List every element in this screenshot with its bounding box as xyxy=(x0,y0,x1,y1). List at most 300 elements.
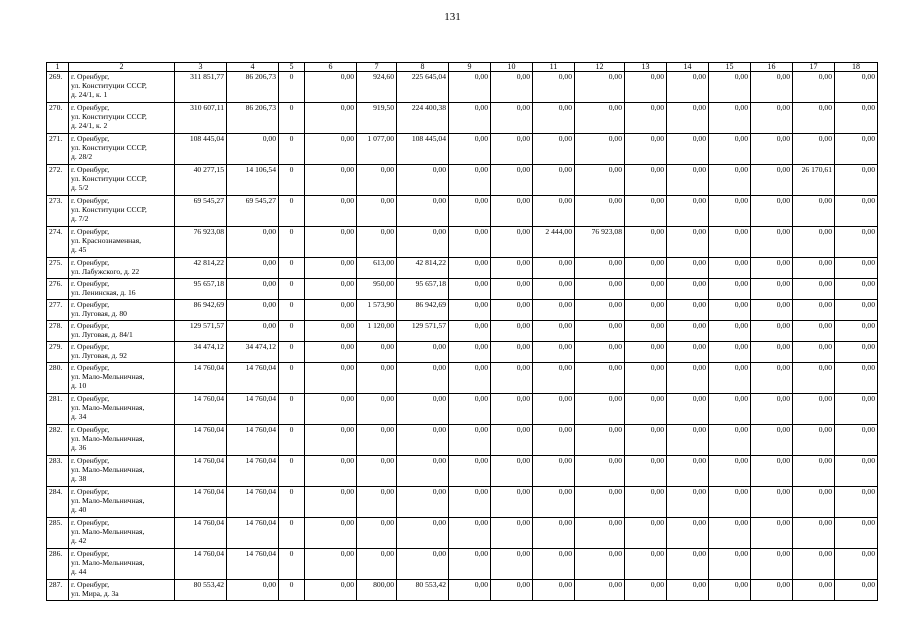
row-number: 277. xyxy=(47,300,69,321)
address-line: г. Оренбург, xyxy=(71,363,110,372)
value-cell-col-15: 0,00 xyxy=(709,518,751,549)
value-cell-col-3: 108 445,04 xyxy=(175,134,227,165)
value-cell-col-11: 0,00 xyxy=(533,165,575,196)
value-cell-col-4: 14 760,04 xyxy=(227,518,279,549)
value-cell-col-8: 0,00 xyxy=(397,363,449,394)
value-cell-col-11: 0,00 xyxy=(533,342,575,363)
value-cell-col-10: 0,00 xyxy=(491,342,533,363)
value-cell-col-5: 0 xyxy=(279,394,305,425)
address-line: г. Оренбург, xyxy=(71,134,110,143)
value-cell-col-10: 0,00 xyxy=(491,549,533,580)
row-number: 286. xyxy=(47,549,69,580)
value-cell-col-11: 0,00 xyxy=(533,456,575,487)
address-cell xyxy=(69,258,175,279)
value-cell-col-14: 0,00 xyxy=(667,321,709,342)
value-cell-col-4: 69 545,27 xyxy=(227,196,279,227)
value-cell-col-8: 0,00 xyxy=(397,342,449,363)
value-cell-col-17: 0,00 xyxy=(793,134,835,165)
value-cell-col-7: 0,00 xyxy=(357,165,397,196)
value-cell-col-14: 0,00 xyxy=(667,456,709,487)
value-cell-col-9: 0,00 xyxy=(449,394,491,425)
value-cell-col-10: 0,00 xyxy=(491,363,533,394)
row-number: 285. xyxy=(47,518,69,549)
value-cell-col-5: 0 xyxy=(279,72,305,103)
value-cell-col-16: 0,00 xyxy=(751,279,793,300)
value-cell-col-10: 0,00 xyxy=(491,394,533,425)
value-cell-col-15: 0,00 xyxy=(709,300,751,321)
value-cell-col-10: 0,00 xyxy=(491,580,533,601)
table-row xyxy=(47,134,878,165)
value-cell-col-17: 0,00 xyxy=(793,72,835,103)
value-cell-col-3: 14 760,04 xyxy=(175,487,227,518)
value-cell-col-13: 0,00 xyxy=(625,300,667,321)
address-line: ул. Конституции СССР, xyxy=(71,205,147,214)
row-number: 270. xyxy=(47,103,69,134)
value-cell-col-6: 0,00 xyxy=(305,103,357,134)
table-row xyxy=(47,342,878,363)
address-cell xyxy=(69,321,175,342)
value-cell-col-12: 0,00 xyxy=(575,487,625,518)
address-line: ул. Конституции СССР, xyxy=(71,112,147,121)
value-cell-col-12: 0,00 xyxy=(575,103,625,134)
value-cell-col-9: 0,00 xyxy=(449,227,491,258)
column-number-cell: 1 xyxy=(47,63,69,72)
value-cell-col-8: 0,00 xyxy=(397,549,449,580)
value-cell-col-10: 0,00 xyxy=(491,258,533,279)
value-cell-col-4: 0,00 xyxy=(227,300,279,321)
value-cell-col-9: 0,00 xyxy=(449,196,491,227)
value-cell-col-6: 0,00 xyxy=(305,363,357,394)
value-cell-col-6: 0,00 xyxy=(305,394,357,425)
address-line: г. Оренбург, xyxy=(71,300,110,309)
value-cell-col-3: 14 760,04 xyxy=(175,394,227,425)
value-cell-col-15: 0,00 xyxy=(709,487,751,518)
value-cell-col-11: 0,00 xyxy=(533,363,575,394)
value-cell-col-11: 0,00 xyxy=(533,196,575,227)
value-cell-col-4: 14 760,04 xyxy=(227,363,279,394)
column-number-cell: 16 xyxy=(751,63,793,72)
value-cell-col-11: 0,00 xyxy=(533,394,575,425)
value-cell-col-13: 0,00 xyxy=(625,279,667,300)
value-cell-col-18: 0,00 xyxy=(835,363,878,394)
column-number-cell: 7 xyxy=(357,63,397,72)
row-number: 287. xyxy=(47,580,69,601)
value-cell-col-5: 0 xyxy=(279,165,305,196)
value-cell-col-4: 0,00 xyxy=(227,134,279,165)
value-cell-col-11: 0,00 xyxy=(533,549,575,580)
value-cell-col-16: 0,00 xyxy=(751,456,793,487)
value-cell-col-6: 0,00 xyxy=(305,549,357,580)
table-row xyxy=(47,487,878,518)
value-cell-col-9: 0,00 xyxy=(449,487,491,518)
address-cell xyxy=(69,134,175,165)
table-row xyxy=(47,258,878,279)
value-cell-col-3: 311 851,77 xyxy=(175,72,227,103)
value-cell-col-16: 0,00 xyxy=(751,258,793,279)
value-cell-col-5: 0 xyxy=(279,549,305,580)
value-cell-col-15: 0,00 xyxy=(709,456,751,487)
address-line: г. Оренбург, xyxy=(71,549,110,558)
value-cell-col-9: 0,00 xyxy=(449,72,491,103)
value-cell-col-17: 0,00 xyxy=(793,103,835,134)
value-cell-col-7: 0,00 xyxy=(357,342,397,363)
value-cell-col-3: 310 607,11 xyxy=(175,103,227,134)
value-cell-col-18: 0,00 xyxy=(835,549,878,580)
value-cell-col-17: 0,00 xyxy=(793,580,835,601)
value-cell-col-6: 0,00 xyxy=(305,279,357,300)
column-number-cell: 17 xyxy=(793,63,835,72)
value-cell-col-14: 0,00 xyxy=(667,134,709,165)
value-cell-col-11: 0,00 xyxy=(533,518,575,549)
table-row xyxy=(47,549,878,580)
address-line: г. Оренбург, xyxy=(71,72,110,81)
value-cell-col-6: 0,00 xyxy=(305,72,357,103)
value-cell-col-12: 0,00 xyxy=(575,518,625,549)
value-cell-col-16: 0,00 xyxy=(751,342,793,363)
value-cell-col-14: 0,00 xyxy=(667,580,709,601)
value-cell-col-11: 0,00 xyxy=(533,258,575,279)
value-cell-col-6: 0,00 xyxy=(305,196,357,227)
value-cell-col-16: 0,00 xyxy=(751,165,793,196)
value-cell-col-8: 0,00 xyxy=(397,227,449,258)
address-line: г. Оренбург, xyxy=(71,487,110,496)
address-line: г. Оренбург, xyxy=(71,321,110,330)
address-line: д. 36 xyxy=(71,443,87,452)
address-line: ул. Луговая, д. 92 xyxy=(71,351,127,360)
value-cell-col-5: 0 xyxy=(279,227,305,258)
value-cell-col-14: 0,00 xyxy=(667,425,709,456)
address-line: ул. Лабужского, д. 22 xyxy=(71,267,140,276)
value-cell-col-18: 0,00 xyxy=(835,103,878,134)
value-cell-col-13: 0,00 xyxy=(625,549,667,580)
value-cell-col-12: 0,00 xyxy=(575,72,625,103)
value-cell-col-13: 0,00 xyxy=(625,103,667,134)
value-cell-col-16: 0,00 xyxy=(751,487,793,518)
row-number: 279. xyxy=(47,342,69,363)
address-line: ул. Мало-Мельничная, xyxy=(71,465,145,474)
value-cell-col-16: 0,00 xyxy=(751,518,793,549)
address-line: ул. Конституции СССР, xyxy=(71,143,147,152)
value-cell-col-13: 0,00 xyxy=(625,394,667,425)
value-cell-col-16: 0,00 xyxy=(751,394,793,425)
value-cell-col-15: 0,00 xyxy=(709,196,751,227)
value-cell-col-6: 0,00 xyxy=(305,165,357,196)
column-number-cell: 8 xyxy=(397,63,449,72)
value-cell-col-12: 0,00 xyxy=(575,425,625,456)
value-cell-col-14: 0,00 xyxy=(667,103,709,134)
value-cell-col-9: 0,00 xyxy=(449,518,491,549)
value-cell-col-4: 86 206,73 xyxy=(227,103,279,134)
value-cell-col-11: 0,00 xyxy=(533,103,575,134)
value-cell-col-17: 0,00 xyxy=(793,279,835,300)
address-line: д. 38 xyxy=(71,474,87,483)
value-cell-col-13: 0,00 xyxy=(625,425,667,456)
address-line: д. 40 xyxy=(71,505,87,514)
value-cell-col-9: 0,00 xyxy=(449,425,491,456)
address-line: д. 7/2 xyxy=(71,214,89,223)
value-cell-col-8: 0,00 xyxy=(397,518,449,549)
value-cell-col-7: 800,00 xyxy=(357,580,397,601)
value-cell-col-3: 86 942,69 xyxy=(175,300,227,321)
value-cell-col-17: 0,00 xyxy=(793,394,835,425)
value-cell-col-5: 0 xyxy=(279,321,305,342)
value-cell-col-13: 0,00 xyxy=(625,72,667,103)
value-cell-col-10: 0,00 xyxy=(491,321,533,342)
value-cell-col-7: 0,00 xyxy=(357,227,397,258)
value-cell-col-17: 0,00 xyxy=(793,258,835,279)
value-cell-col-12: 0,00 xyxy=(575,321,625,342)
value-cell-col-16: 0,00 xyxy=(751,580,793,601)
value-cell-col-14: 0,00 xyxy=(667,487,709,518)
value-cell-col-16: 0,00 xyxy=(751,300,793,321)
value-cell-col-13: 0,00 xyxy=(625,134,667,165)
value-cell-col-15: 0,00 xyxy=(709,425,751,456)
value-cell-col-11: 0,00 xyxy=(533,487,575,518)
value-cell-col-11: 0,00 xyxy=(533,300,575,321)
value-cell-col-6: 0,00 xyxy=(305,321,357,342)
value-cell-col-12: 0,00 xyxy=(575,300,625,321)
value-cell-col-17: 0,00 xyxy=(793,487,835,518)
value-cell-col-4: 14 760,04 xyxy=(227,487,279,518)
value-cell-col-10: 0,00 xyxy=(491,134,533,165)
value-cell-col-8: 0,00 xyxy=(397,196,449,227)
value-cell-col-10: 0,00 xyxy=(491,227,533,258)
address-line: г. Оренбург, xyxy=(71,196,110,205)
value-cell-col-13: 0,00 xyxy=(625,342,667,363)
value-cell-col-3: 69 545,27 xyxy=(175,196,227,227)
value-cell-col-17: 26 170,61 xyxy=(793,165,835,196)
value-cell-col-3: 14 760,04 xyxy=(175,549,227,580)
value-cell-col-15: 0,00 xyxy=(709,321,751,342)
page-number: 131 xyxy=(444,11,461,23)
value-cell-col-12: 0,00 xyxy=(575,279,625,300)
value-cell-col-8: 0,00 xyxy=(397,456,449,487)
value-cell-col-5: 0 xyxy=(279,196,305,227)
address-cell xyxy=(69,580,175,601)
value-cell-col-10: 0,00 xyxy=(491,425,533,456)
value-cell-col-10: 0,00 xyxy=(491,279,533,300)
value-cell-col-4: 0,00 xyxy=(227,279,279,300)
value-cell-col-18: 0,00 xyxy=(835,425,878,456)
address-line: д. 42 xyxy=(71,536,87,545)
value-cell-col-17: 0,00 xyxy=(793,300,835,321)
value-cell-col-13: 0,00 xyxy=(625,321,667,342)
table-row xyxy=(47,300,878,321)
value-cell-col-8: 80 553,42 xyxy=(397,580,449,601)
value-cell-col-14: 0,00 xyxy=(667,363,709,394)
value-cell-col-18: 0,00 xyxy=(835,227,878,258)
value-cell-col-14: 0,00 xyxy=(667,72,709,103)
address-line: г. Оренбург, xyxy=(71,165,110,174)
address-line: ул. Луговая, д. 80 xyxy=(71,309,127,318)
table-row xyxy=(47,196,878,227)
row-number: 269. xyxy=(47,72,69,103)
table-row xyxy=(47,518,878,549)
value-cell-col-4: 0,00 xyxy=(227,321,279,342)
value-cell-col-4: 0,00 xyxy=(227,580,279,601)
address-line: ул. Мира, д. 3а xyxy=(71,589,119,598)
value-cell-col-14: 0,00 xyxy=(667,227,709,258)
value-cell-col-8: 108 445,04 xyxy=(397,134,449,165)
value-cell-col-18: 0,00 xyxy=(835,394,878,425)
column-number-cell: 18 xyxy=(835,63,878,72)
value-cell-col-3: 34 474,12 xyxy=(175,342,227,363)
address-line: г. Оренбург, xyxy=(71,342,110,351)
value-cell-col-3: 14 760,04 xyxy=(175,363,227,394)
value-cell-col-18: 0,00 xyxy=(835,196,878,227)
address-cell xyxy=(69,342,175,363)
column-number-cell: 12 xyxy=(575,63,625,72)
value-cell-col-17: 0,00 xyxy=(793,518,835,549)
column-number-cell: 2 xyxy=(69,63,175,72)
value-cell-col-3: 76 923,08 xyxy=(175,227,227,258)
address-cell xyxy=(69,425,175,456)
value-cell-col-6: 0,00 xyxy=(305,227,357,258)
value-cell-col-5: 0 xyxy=(279,103,305,134)
value-cell-col-14: 0,00 xyxy=(667,300,709,321)
address-line: д. 24/1, к. 1 xyxy=(71,90,108,99)
value-cell-col-3: 14 760,04 xyxy=(175,518,227,549)
table-row xyxy=(47,425,878,456)
value-cell-col-17: 0,00 xyxy=(793,227,835,258)
value-cell-col-6: 0,00 xyxy=(305,456,357,487)
address-cell xyxy=(69,103,175,134)
column-number-cell: 11 xyxy=(533,63,575,72)
value-cell-col-7: 0,00 xyxy=(357,456,397,487)
value-cell-col-5: 0 xyxy=(279,363,305,394)
address-cell xyxy=(69,279,175,300)
address-cell xyxy=(69,300,175,321)
value-cell-col-17: 0,00 xyxy=(793,196,835,227)
value-cell-col-11: 0,00 xyxy=(533,580,575,601)
row-number: 274. xyxy=(47,227,69,258)
address-line: ул. Мало-Мельничная, xyxy=(71,434,145,443)
address-line: ул. Мало-Мельничная, xyxy=(71,496,145,505)
value-cell-col-10: 0,00 xyxy=(491,165,533,196)
column-number-cell: 14 xyxy=(667,63,709,72)
table-row xyxy=(47,103,878,134)
value-cell-col-13: 0,00 xyxy=(625,363,667,394)
address-line: д. 34 xyxy=(71,412,87,421)
value-cell-col-12: 0,00 xyxy=(575,549,625,580)
column-number-cell: 4 xyxy=(227,63,279,72)
column-number-cell: 3 xyxy=(175,63,227,72)
value-cell-col-8: 225 645,04 xyxy=(397,72,449,103)
address-line: г. Оренбург, xyxy=(71,394,110,403)
value-cell-col-14: 0,00 xyxy=(667,279,709,300)
value-cell-col-5: 0 xyxy=(279,580,305,601)
address-cell xyxy=(69,165,175,196)
address-cell xyxy=(69,227,175,258)
value-cell-col-15: 0,00 xyxy=(709,258,751,279)
value-cell-col-3: 14 760,04 xyxy=(175,425,227,456)
address-cell xyxy=(69,518,175,549)
value-cell-col-3: 95 657,18 xyxy=(175,279,227,300)
address-line: ул. Мало-Мельничная, xyxy=(71,372,145,381)
row-number: 281. xyxy=(47,394,69,425)
value-cell-col-7: 919,50 xyxy=(357,103,397,134)
value-cell-col-10: 0,00 xyxy=(491,487,533,518)
row-number: 280. xyxy=(47,363,69,394)
value-cell-col-6: 0,00 xyxy=(305,258,357,279)
value-cell-col-18: 0,00 xyxy=(835,279,878,300)
address-line: г. Оренбург, xyxy=(71,518,110,527)
value-cell-col-4: 0,00 xyxy=(227,258,279,279)
address-line: ул. Луговая, д. 84/1 xyxy=(71,330,133,339)
row-number: 275. xyxy=(47,258,69,279)
table-row xyxy=(47,580,878,601)
value-cell-col-13: 0,00 xyxy=(625,456,667,487)
value-cell-col-6: 0,00 xyxy=(305,134,357,165)
value-cell-col-6: 0,00 xyxy=(305,518,357,549)
value-cell-col-7: 0,00 xyxy=(357,394,397,425)
value-cell-col-10: 0,00 xyxy=(491,456,533,487)
value-cell-col-11: 0,00 xyxy=(533,134,575,165)
address-line: г. Оренбург, xyxy=(71,580,110,589)
value-cell-col-4: 0,00 xyxy=(227,227,279,258)
address-line: ул. Конституции СССР, xyxy=(71,174,147,183)
value-cell-col-10: 0,00 xyxy=(491,300,533,321)
value-cell-col-14: 0,00 xyxy=(667,258,709,279)
value-cell-col-9: 0,00 xyxy=(449,134,491,165)
value-cell-col-16: 0,00 xyxy=(751,196,793,227)
value-cell-col-10: 0,00 xyxy=(491,196,533,227)
value-cell-col-18: 0,00 xyxy=(835,258,878,279)
column-number-cell: 5 xyxy=(279,63,305,72)
value-cell-col-9: 0,00 xyxy=(449,321,491,342)
value-cell-col-13: 0,00 xyxy=(625,258,667,279)
value-cell-col-17: 0,00 xyxy=(793,363,835,394)
value-cell-col-14: 0,00 xyxy=(667,196,709,227)
value-cell-col-7: 1 120,00 xyxy=(357,321,397,342)
table-row xyxy=(47,363,878,394)
value-cell-col-9: 0,00 xyxy=(449,549,491,580)
row-number: 272. xyxy=(47,165,69,196)
value-cell-col-9: 0,00 xyxy=(449,342,491,363)
address-line: г. Оренбург, xyxy=(71,227,110,236)
value-cell-col-6: 0,00 xyxy=(305,425,357,456)
row-number: 284. xyxy=(47,487,69,518)
value-cell-col-18: 0,00 xyxy=(835,72,878,103)
row-number: 271. xyxy=(47,134,69,165)
value-cell-col-16: 0,00 xyxy=(751,425,793,456)
value-cell-col-4: 14 760,04 xyxy=(227,394,279,425)
value-cell-col-15: 0,00 xyxy=(709,165,751,196)
value-cell-col-9: 0,00 xyxy=(449,258,491,279)
value-cell-col-13: 0,00 xyxy=(625,196,667,227)
value-cell-col-5: 0 xyxy=(279,300,305,321)
value-cell-col-3: 14 760,04 xyxy=(175,456,227,487)
value-cell-col-7: 950,00 xyxy=(357,279,397,300)
value-cell-col-16: 0,00 xyxy=(751,103,793,134)
value-cell-col-15: 0,00 xyxy=(709,227,751,258)
row-number: 273. xyxy=(47,196,69,227)
value-cell-col-12: 0,00 xyxy=(575,580,625,601)
value-cell-col-7: 0,00 xyxy=(357,196,397,227)
value-cell-col-18: 0,00 xyxy=(835,487,878,518)
column-number-cell: 15 xyxy=(709,63,751,72)
value-cell-col-18: 0,00 xyxy=(835,580,878,601)
value-cell-col-11: 0,00 xyxy=(533,425,575,456)
column-number-cell: 6 xyxy=(305,63,357,72)
value-cell-col-15: 0,00 xyxy=(709,72,751,103)
value-cell-col-4: 34 474,12 xyxy=(227,342,279,363)
value-cell-col-7: 0,00 xyxy=(357,518,397,549)
value-cell-col-17: 0,00 xyxy=(793,342,835,363)
value-cell-col-13: 0,00 xyxy=(625,580,667,601)
value-cell-col-13: 0,00 xyxy=(625,518,667,549)
address-cell xyxy=(69,549,175,580)
